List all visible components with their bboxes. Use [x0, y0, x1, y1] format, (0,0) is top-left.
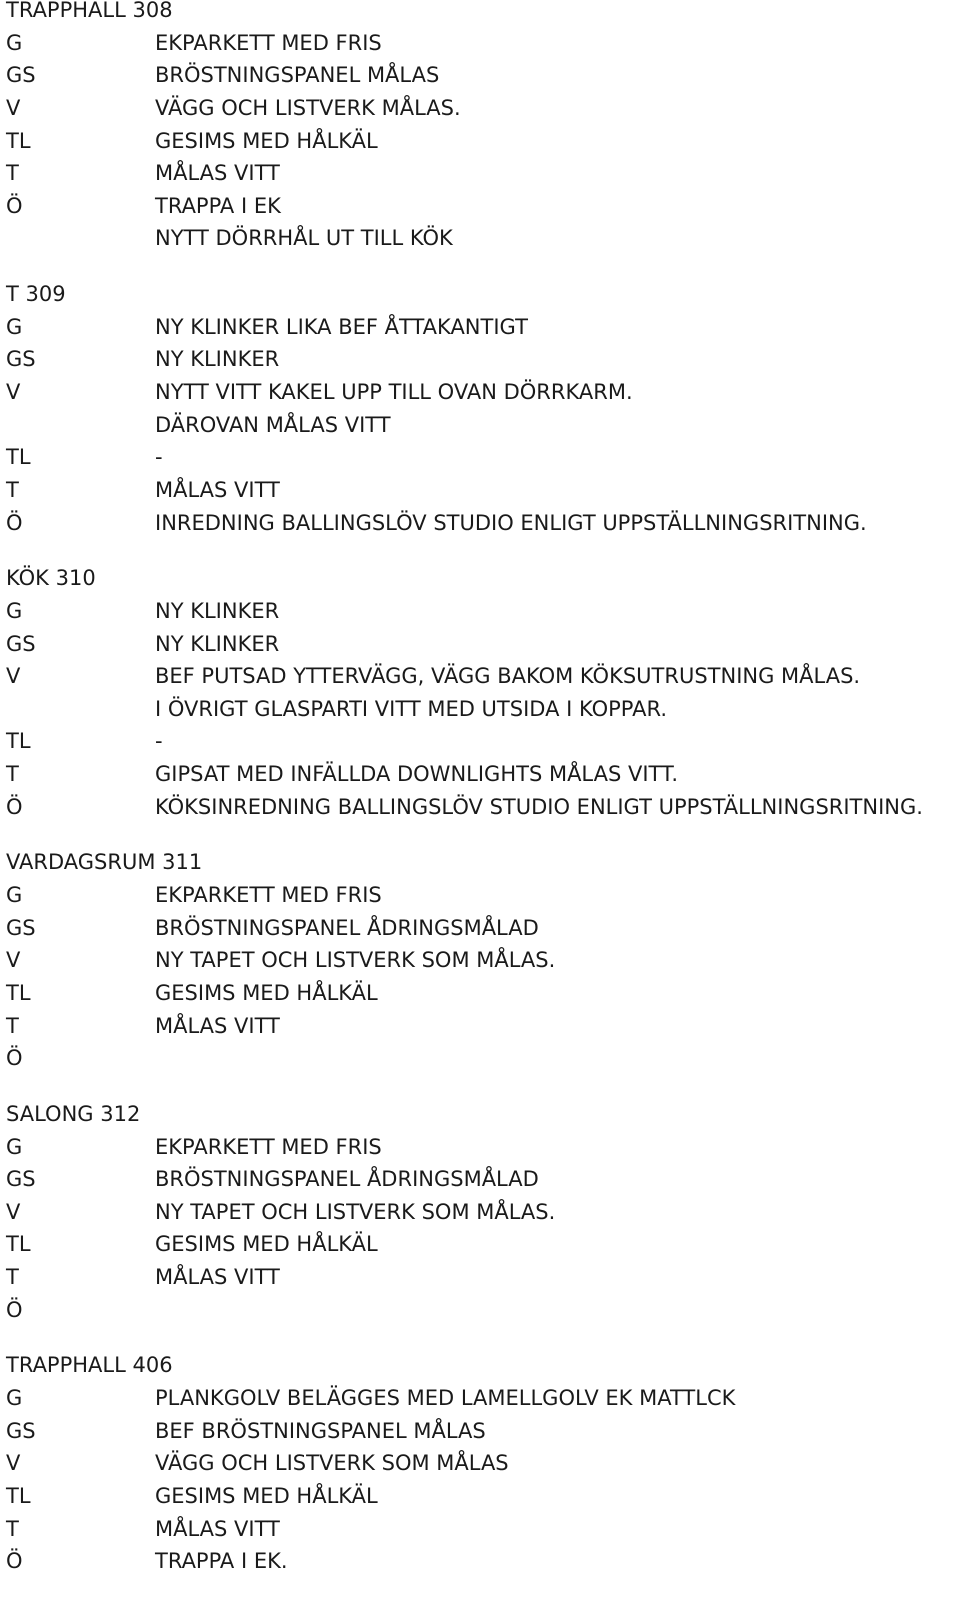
row-text: MÅLAS VITT	[155, 1013, 280, 1038]
row-code: T	[6, 1516, 19, 1541]
row-text: -	[155, 729, 163, 754]
row-code: T	[6, 477, 19, 502]
row-code: Ö	[6, 510, 23, 535]
row-cornice	[6, 441, 956, 474]
row-code: GS	[6, 347, 36, 372]
section-salong-312	[6, 1098, 956, 1326]
row-text: MÅLAS VITT	[155, 1516, 280, 1541]
row-text	[155, 1294, 956, 1327]
row-dado	[6, 628, 956, 661]
row-text: KÖKSINREDNING BALLINGSLÖV STUDIO ENLIGT UPPSTÄLLNINGSRITNING.	[155, 794, 923, 819]
row-ceiling	[6, 474, 956, 507]
row-code: TL	[6, 445, 31, 470]
row-text: NY KLINKER	[155, 598, 280, 623]
row-wall	[6, 92, 956, 125]
row-code: GS	[6, 1418, 36, 1443]
row-text: NYTT DÖRRHÅL UT TILL KÖK	[155, 226, 453, 251]
row-code: TL	[6, 1232, 31, 1257]
row-other	[6, 791, 956, 824]
row-code: G	[6, 883, 23, 908]
row-wall	[6, 376, 956, 409]
row-code: GS	[6, 631, 36, 656]
row-text	[155, 1042, 956, 1075]
row-floor	[6, 595, 956, 628]
row-code: Ö	[6, 794, 23, 819]
row-text: EKPARKETT MED FRIS	[155, 1134, 382, 1159]
row-ceiling	[6, 157, 956, 190]
row-text: EKPARKETT MED FRIS	[155, 883, 382, 908]
row-floor	[6, 311, 956, 344]
row-code: G	[6, 598, 23, 623]
row-text: GESIMS MED HÅLKÄL	[155, 1232, 378, 1257]
section-title: TRAPPHALL 308	[6, 0, 173, 22]
row-text: GESIMS MED HÅLKÄL	[155, 128, 378, 153]
row-code	[6, 222, 155, 255]
section-gap	[6, 539, 956, 562]
row-code: TL	[6, 1483, 31, 1508]
row-text: BRÖSTNINGSPANEL ÅDRINGSMÅLAD	[155, 915, 539, 940]
row-code: G	[6, 314, 23, 339]
row-text: NY KLINKER LIKA BEF ÅTTAKANTIGT	[155, 314, 528, 339]
row-cornice	[6, 725, 956, 758]
row-dado	[6, 912, 956, 945]
row-code: V	[6, 95, 21, 120]
row-floor	[6, 27, 956, 60]
row-text: TRAPPA I EK	[155, 193, 281, 218]
row-text: NY TAPET OCH LISTVERK SOM MÅLAS.	[155, 1199, 556, 1224]
row-code: T	[6, 762, 19, 787]
row-continuation	[6, 222, 956, 255]
row-text: GESIMS MED HÅLKÄL	[155, 980, 378, 1005]
row-code: GS	[6, 915, 36, 940]
row-code: Ö	[6, 1297, 23, 1322]
row-wall	[6, 944, 956, 977]
section-title: KÖK 310	[6, 566, 96, 591]
row-dado	[6, 59, 956, 92]
section-gap	[6, 823, 956, 846]
row-text: BRÖSTNINGSPANEL ÅDRINGSMÅLAD	[155, 1167, 539, 1192]
section-vardagsrum-311	[6, 846, 956, 1074]
section-t-309	[6, 278, 956, 539]
row-continuation	[6, 409, 956, 442]
row-text: NY KLINKER	[155, 347, 280, 372]
row-code: TL	[6, 729, 31, 754]
row-text: EKPARKETT MED FRIS	[155, 30, 382, 55]
row-text: NY KLINKER	[155, 631, 280, 656]
row-floor	[6, 1382, 956, 1415]
section-title: SALONG 312	[6, 1101, 141, 1126]
row-ceiling	[6, 1513, 956, 1546]
row-code	[6, 409, 155, 442]
row-text: MÅLAS VITT	[155, 1265, 280, 1290]
room-schedule-document	[6, 0, 956, 1578]
row-wall	[6, 1196, 956, 1229]
row-text: DÄROVAN MÅLAS VITT	[155, 412, 391, 437]
row-code: G	[6, 30, 23, 55]
row-code: V	[6, 1451, 21, 1476]
row-other	[6, 190, 956, 223]
row-cornice	[6, 1228, 956, 1261]
row-text: PLANKGOLV BELÄGGES MED LAMELLGOLV EK MATTLCK	[155, 1385, 736, 1410]
section-gap	[6, 1326, 956, 1349]
row-text: GIPSAT MED INFÄLLDA DOWNLIGHTS MÅLAS VITT.	[155, 762, 679, 787]
row-text: NY TAPET OCH LISTVERK SOM MÅLAS.	[155, 948, 556, 973]
row-text: BRÖSTNINGSPANEL MÅLAS	[155, 63, 440, 88]
row-other	[6, 1294, 956, 1327]
row-code: T	[6, 161, 19, 186]
section-kok-310	[6, 562, 956, 823]
row-ceiling	[6, 1010, 956, 1043]
section-gap	[6, 1075, 956, 1098]
row-continuation	[6, 693, 956, 726]
row-code: T	[6, 1265, 19, 1290]
row-ceiling	[6, 1261, 956, 1294]
row-text: MÅLAS VITT	[155, 161, 280, 186]
row-code	[6, 693, 155, 726]
row-cornice	[6, 977, 956, 1010]
row-code: G	[6, 1134, 23, 1159]
row-text: GESIMS MED HÅLKÄL	[155, 1483, 378, 1508]
section-trapphall-308	[6, 0, 956, 255]
row-dado	[6, 1163, 956, 1196]
row-code: GS	[6, 63, 36, 88]
row-code: G	[6, 1385, 23, 1410]
row-code: GS	[6, 1167, 36, 1192]
row-other	[6, 1545, 956, 1578]
row-code: V	[6, 664, 21, 689]
section-title: TRAPPHALL 406	[6, 1353, 173, 1378]
row-cornice	[6, 125, 956, 158]
row-cornice	[6, 1480, 956, 1513]
row-text: MÅLAS VITT	[155, 477, 280, 502]
row-code: Ö	[6, 1549, 23, 1574]
row-dado	[6, 343, 956, 376]
row-ceiling	[6, 758, 956, 791]
row-wall	[6, 660, 956, 693]
row-code: T	[6, 1013, 19, 1038]
row-code: V	[6, 948, 21, 973]
row-text: VÄGG OCH LISTVERK MÅLAS.	[155, 95, 461, 120]
row-text: -	[155, 445, 163, 470]
row-code: TL	[6, 128, 31, 153]
row-text: VÄGG OCH LISTVERK SOM MÅLAS	[155, 1451, 509, 1476]
row-text: I ÖVRIGT GLASPARTI VITT MED UTSIDA I KOPPAR.	[155, 696, 668, 721]
row-other	[6, 507, 956, 540]
row-code: V	[6, 1199, 21, 1224]
row-dado	[6, 1415, 956, 1448]
row-code: Ö	[6, 1046, 23, 1071]
row-text: NYTT VITT KAKEL UPP TILL OVAN DÖRRKARM.	[155, 380, 633, 405]
row-wall	[6, 1447, 956, 1480]
section-gap	[6, 255, 956, 278]
row-text: BEF BRÖSTNINGSPANEL MÅLAS	[155, 1418, 486, 1443]
section-trapphall-406	[6, 1349, 956, 1577]
row-code: TL	[6, 980, 31, 1005]
row-code: V	[6, 380, 21, 405]
section-title: T 309	[6, 282, 66, 307]
row-code: Ö	[6, 193, 23, 218]
row-text: TRAPPA I EK.	[155, 1549, 288, 1574]
row-floor	[6, 1131, 956, 1164]
row-text: BEF PUTSAD YTTERVÄGG, VÄGG BAKOM KÖKSUTRUSTNING MÅLAS.	[155, 664, 861, 689]
row-text: INREDNING BALLINGSLÖV STUDIO ENLIGT UPPSTÄLLNINGSRITNING.	[155, 510, 867, 535]
row-other	[6, 1042, 956, 1075]
row-floor	[6, 879, 956, 912]
section-title: VARDAGSRUM 311	[6, 850, 203, 875]
